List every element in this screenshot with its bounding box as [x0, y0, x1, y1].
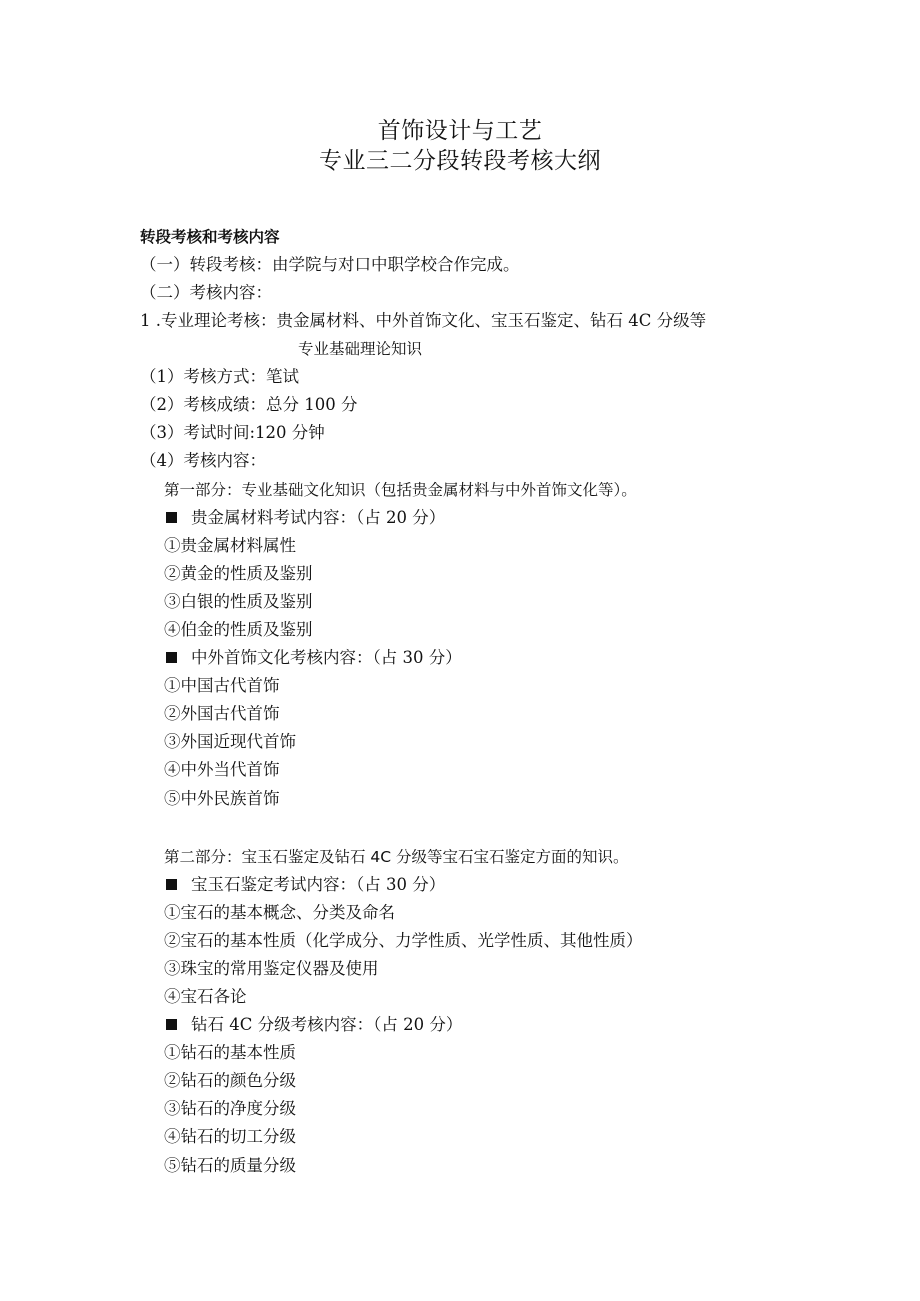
list-item: ④宝石各论 — [164, 987, 247, 1006]
list-item: ⑤中外民族首饰 — [164, 789, 280, 808]
gems-header — [166, 874, 445, 896]
list-item: ②外国古代首饰 — [164, 704, 280, 723]
document-title-line2: 专业三二分段转段考核大纲 — [319, 148, 601, 174]
exam-time: （3）考试时间:120 分钟 — [140, 423, 325, 442]
bullet-square-icon — [166, 652, 177, 663]
metals-header-text: 贵金属材料考试内容：（占 20 分） — [191, 508, 446, 527]
list-item: ①贵金属材料属性 — [164, 536, 296, 555]
part2-heading: 第二部分：宝玉石鉴定及钻石 4C 分级等宝石宝石鉴定方面的知识。 — [164, 848, 629, 866]
list-item: ④中外当代首饰 — [164, 760, 280, 779]
document-title-line1: 首饰设计与工艺 — [377, 118, 543, 144]
list-item: ③外国近现代首饰 — [164, 732, 296, 751]
exam-score: （2）考核成绩：总分 100 分 — [140, 395, 358, 414]
list-item: ④钻石的切工分级 — [164, 1127, 296, 1146]
list-item: ④伯金的性质及鉴别 — [164, 620, 313, 639]
diamond-header-text: 钻石 4C 分级考核内容：（占 20 分） — [191, 1015, 463, 1034]
metals-header — [166, 507, 445, 529]
exam-method: （1）考核方式：笔试 — [140, 367, 299, 386]
section-heading: 转段考核和考核内容 — [140, 228, 280, 246]
list-item: ②钻石的颜色分级 — [164, 1071, 296, 1090]
list-item: ③白银的性质及鉴别 — [164, 592, 313, 611]
list-item: ①中国古代首饰 — [164, 676, 280, 695]
culture-header-text: 中外首饰文化考核内容：（占 30 分） — [191, 648, 462, 667]
theory-line-1: 1 .专业理论考核：贵金属材料、中外首饰文化、宝玉石鉴定、钻石 4C 分级等 — [140, 311, 707, 330]
item-assessment-org: （一）转段考核：由学院与对口中职学校合作完成。 — [140, 255, 520, 274]
list-item: ①钻石的基本性质 — [164, 1043, 296, 1062]
list-item: ③珠宝的常用鉴定仪器及使用 — [164, 959, 379, 978]
list-item: ③钻石的净度分级 — [164, 1099, 296, 1118]
gems-header-text: 宝玉石鉴定考试内容：（占 30 分） — [191, 875, 446, 894]
bullet-square-icon — [166, 1019, 177, 1030]
list-item: ①宝石的基本概念、分类及命名 — [164, 903, 395, 922]
list-item: ⑤钻石的质量分级 — [164, 1156, 296, 1175]
culture-header — [166, 647, 462, 669]
diamond-header — [166, 1014, 462, 1036]
item-assessment-content: （二）考核内容： — [140, 283, 272, 302]
list-item: ②宝石的基本性质（化学成分、力学性质、光学性质、其他性质） — [164, 931, 643, 950]
bullet-square-icon — [166, 512, 177, 523]
exam-content: （4）考核内容： — [140, 451, 266, 470]
part1-heading: 第一部分：专业基础文化知识（包括贵金属材料与中外首饰文化等）。 — [164, 481, 637, 499]
list-item: ②黄金的性质及鉴别 — [164, 564, 313, 583]
bullet-square-icon — [166, 879, 177, 890]
theory-line-2: 专业基础理论知识 — [298, 340, 423, 358]
